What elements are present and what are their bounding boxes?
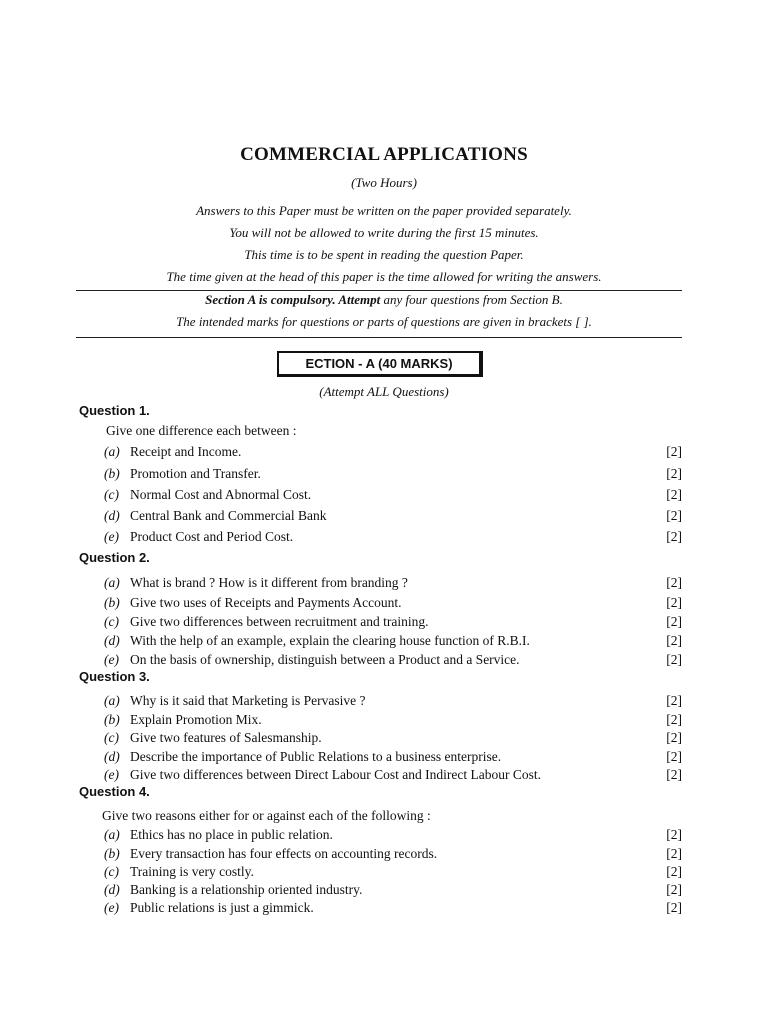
item-label: (c) (104, 730, 119, 745)
question-4-item-c (104, 864, 682, 882)
item-label: (d) (104, 882, 120, 897)
question-3-item-c (104, 730, 682, 748)
item-marks: [2] (666, 767, 682, 782)
question-1-item-d (104, 508, 682, 526)
item-label: (e) (104, 529, 119, 544)
item-marks: [2] (666, 633, 682, 648)
item-marks: [2] (666, 508, 682, 523)
item-marks: [2] (666, 614, 682, 629)
question-4-item-a (104, 827, 682, 845)
item-text: What is brand ? How is it different from branding ? (130, 575, 408, 590)
item-label: (e) (104, 767, 119, 782)
section-title: ECTION - A (40 MARKS) (305, 356, 453, 371)
item-text: Banking is a relationship oriented industry. (130, 882, 363, 897)
item-label: (a) (104, 444, 120, 459)
item-marks: [2] (666, 487, 682, 502)
item-marks: [2] (666, 882, 682, 897)
question-4-heading: Question 4. (79, 784, 150, 799)
item-label: (e) (104, 900, 119, 915)
compulsory-note (0, 292, 768, 308)
marks-note: The intended marks for questions or parts of questions are given in brackets [ ]. (176, 314, 592, 329)
item-label: (a) (104, 827, 120, 842)
question-1-heading: Question 1. (79, 403, 150, 418)
item-label: (b) (104, 712, 120, 727)
item-label: (b) (104, 466, 120, 481)
question-3-heading: Question 3. (79, 669, 150, 684)
item-marks: [2] (666, 900, 682, 915)
item-text: Receipt and Income. (130, 444, 242, 459)
question-1-item-b (104, 466, 682, 484)
item-marks: [2] (666, 712, 682, 727)
item-marks: [2] (666, 749, 682, 764)
item-text: Give two uses of Receipts and Payments Account. (130, 595, 402, 610)
question-3-item-a (104, 693, 682, 711)
item-label: (a) (104, 693, 120, 708)
question-1-item-e (104, 529, 682, 547)
question-3-item-e (104, 767, 682, 785)
question-4-intro: Give two reasons either for or against each of the following : (102, 808, 431, 823)
instruction-line-2: You will not be allowed to write during the first 15 minutes. (229, 225, 539, 240)
item-text: Normal Cost and Abnormal Cost. (130, 487, 312, 502)
item-marks: [2] (666, 693, 682, 708)
item-text: Central Bank and Commercial Bank (130, 508, 327, 523)
item-label: (e) (104, 652, 119, 667)
paper-title: COMMERCIAL APPLICATIONS (240, 144, 528, 165)
item-marks: [2] (666, 529, 682, 544)
item-text: Training is very costly. (130, 864, 254, 879)
divider-top (76, 290, 682, 291)
compulsory-note-rest: any four questions from Section B. (380, 292, 563, 307)
item-marks: [2] (666, 730, 682, 745)
question-2-item-a (104, 575, 682, 593)
question-4-item-d (104, 882, 682, 900)
paper-duration: (Two Hours) (351, 175, 417, 190)
question-1-item-a (104, 444, 682, 462)
instruction-line-1: Answers to this Paper must be written on the paper provided separately. (196, 203, 572, 218)
instruction-line-4: The time given at the head of this paper is the time allowed for writing the answers. (166, 269, 602, 284)
question-1-item-c (104, 487, 682, 505)
item-text: Product Cost and Period Cost. (130, 529, 294, 544)
item-marks: [2] (666, 595, 682, 610)
item-text: Why is it said that Marketing is Pervasive ? (130, 693, 366, 708)
item-marks: [2] (666, 827, 682, 842)
question-3-item-d (104, 749, 682, 767)
item-label: (d) (104, 633, 120, 648)
question-2-item-b (104, 595, 682, 613)
item-label: (c) (104, 614, 119, 629)
instruction-line-3: This time is to be spent in reading the question Paper. (244, 247, 524, 262)
item-label: (c) (104, 487, 119, 502)
item-text: Describe the importance of Public Relations to a business enterprise. (130, 749, 502, 764)
item-marks: [2] (666, 652, 682, 667)
item-label: (d) (104, 749, 120, 764)
item-label: (c) (104, 864, 119, 879)
question-4-item-b (104, 846, 682, 864)
question-1-intro: Give one difference each between : (106, 423, 297, 438)
question-2-heading: Question 2. (79, 550, 150, 565)
question-4-item-e (104, 900, 682, 918)
item-label: (a) (104, 575, 120, 590)
item-text: Explain Promotion Mix. (130, 712, 262, 727)
item-text: Give two differences between recruitment and training. (130, 614, 429, 629)
compulsory-note-bold: Section A is compulsory. Attempt (205, 292, 381, 307)
section-subtitle: (Attempt ALL Questions) (319, 384, 449, 399)
item-label: (d) (104, 508, 120, 523)
item-label: (b) (104, 595, 120, 610)
item-marks: [2] (666, 575, 682, 590)
question-2-item-c (104, 614, 682, 632)
section-title-box (277, 351, 483, 377)
item-label: (b) (104, 846, 120, 861)
item-text: Give two features of Salesmanship. (130, 730, 322, 745)
item-text: Ethics has no place in public relation. (130, 827, 333, 842)
item-text: On the basis of ownership, distinguish between a Product and a Service. (130, 652, 520, 667)
item-marks: [2] (666, 846, 682, 861)
question-3-item-b (104, 712, 682, 730)
question-2-item-d (104, 633, 682, 651)
item-marks: [2] (666, 864, 682, 879)
item-text: Public relations is just a gimmick. (130, 900, 314, 915)
divider-bottom (76, 337, 682, 338)
question-2-item-e (104, 652, 682, 670)
item-text: Promotion and Transfer. (130, 466, 261, 481)
item-text: Give two differences between Direct Labour Cost and Indirect Labour Cost. (130, 767, 541, 782)
item-marks: [2] (666, 466, 682, 481)
item-text: Every transaction has four effects on accounting records. (130, 846, 438, 861)
item-text: With the help of an example, explain the clearing house function of R.B.I. (130, 633, 530, 648)
item-marks: [2] (666, 444, 682, 459)
